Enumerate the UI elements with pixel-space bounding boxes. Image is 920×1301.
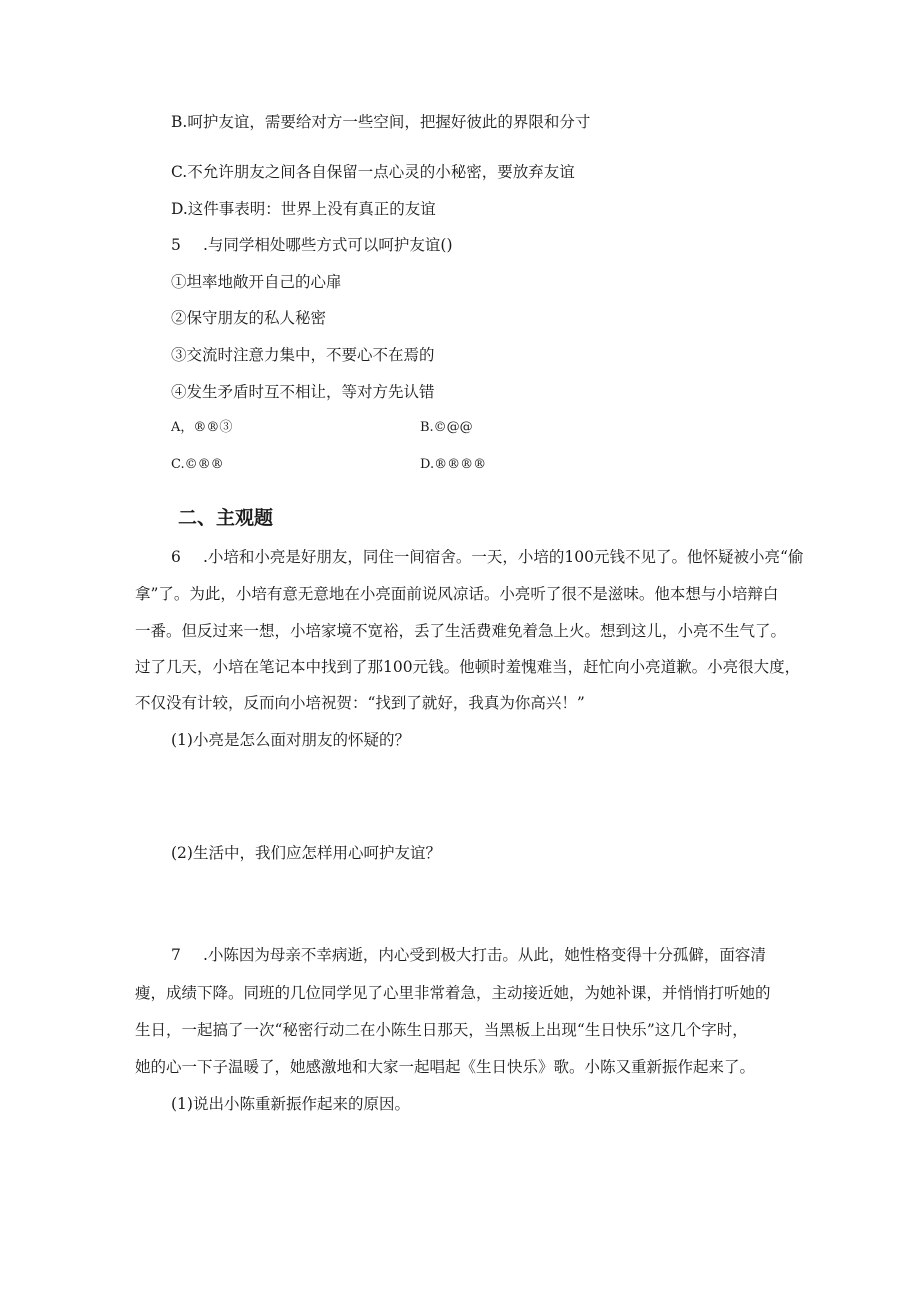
- q5-number: 5: [171, 236, 181, 254]
- q5-statement-1: ①坦率地敞开自己的心扉: [171, 273, 342, 291]
- q4-option-c: C.不允许朋友之间各自保留一点心灵的小秘密，要放弃友谊: [171, 163, 575, 181]
- q5-stem: .与同学相处哪些方式可以呵护友谊(): [203, 236, 453, 254]
- q7-line-2: 瘦，成绩下降。同班的几位同学见了心里非常着急，主动接近她，为她补课，并悄悄打听她的: [135, 984, 771, 1002]
- q6-line-5: 不仅没有计较，反而向小培祝贺：“找到了就好，我真为你高兴！”: [135, 694, 585, 712]
- q5-statement-2: ②保守朋友的私人秘密: [171, 309, 327, 327]
- q7-line-1: [171, 945, 766, 965]
- q6-line-1: [171, 547, 803, 567]
- q5-statement-4: ④发生矛盾时互不相让，等对方先认错: [171, 383, 435, 401]
- q7-line-3: 生日，一起搞了一次“秘密行动二在小陈生日那天，当黑板上出现“生日快乐”这几个字时，: [135, 1021, 748, 1039]
- q4-option-d: D.这件事表明：世界上没有真正的友谊: [171, 200, 436, 218]
- q7-text-1: .小陈因为母亲不幸病逝，内心受到极大打击。从此，她性格变得十分孤僻，面容清: [203, 946, 766, 964]
- q6-number: 6: [171, 548, 181, 566]
- section-heading: 二、主观题: [178, 507, 274, 529]
- q5-choice-a: A，®®③: [171, 420, 233, 435]
- q6-sub-question-2: (2)生活中，我们应怎样用心呵护友谊？: [171, 844, 441, 862]
- q6-line-3: 一番。但反过来一想，小培家境不宽裕，丢了生活费难免着急上火。想到这儿，小亮不生气了。: [135, 622, 787, 640]
- q5-choice-c: C.©®®: [171, 457, 224, 472]
- q6-line-2: 拿”了。为此，小培有意无意地在小亮面前说风凉话。小亮听了很不是滋味。他本想与小培辩白: [135, 585, 779, 603]
- q7-sub-question-1: (1)说出小陈重新振作起来的原因。: [171, 1095, 410, 1113]
- q6-text-1: .小培和小亮是好朋友，同住一间宿舍。一天，小培的100元钱不见了。他怀疑被小亮“偷: [203, 548, 804, 566]
- q7-line-4: 她的心一下子温暖了，她感激地和大家一起唱起《生日快乐》歌。小陈又重新振作起来了。: [135, 1058, 756, 1076]
- q5-stem-line: [171, 235, 453, 255]
- q6-line-4: 过了几天，小培在笔记本中找到了那100元钱。他顿时羞愧难当，赶忙向小亮道歉。小亮很大度，: [135, 658, 801, 676]
- q4-option-b: B.呵护友谊，需要给对方一些空间，把握好彼此的界限和分寸: [171, 113, 591, 131]
- q7-number: 7: [171, 946, 181, 964]
- q6-sub-question-1: (1)小亮是怎么面对朋友的怀疑的？: [171, 731, 410, 749]
- q5-choice-b: B.©@@: [420, 420, 473, 435]
- q5-statement-3: ③交流时注意力集中，不要心不在焉的: [171, 346, 435, 364]
- q5-choice-d: D.®®®®: [420, 457, 487, 472]
